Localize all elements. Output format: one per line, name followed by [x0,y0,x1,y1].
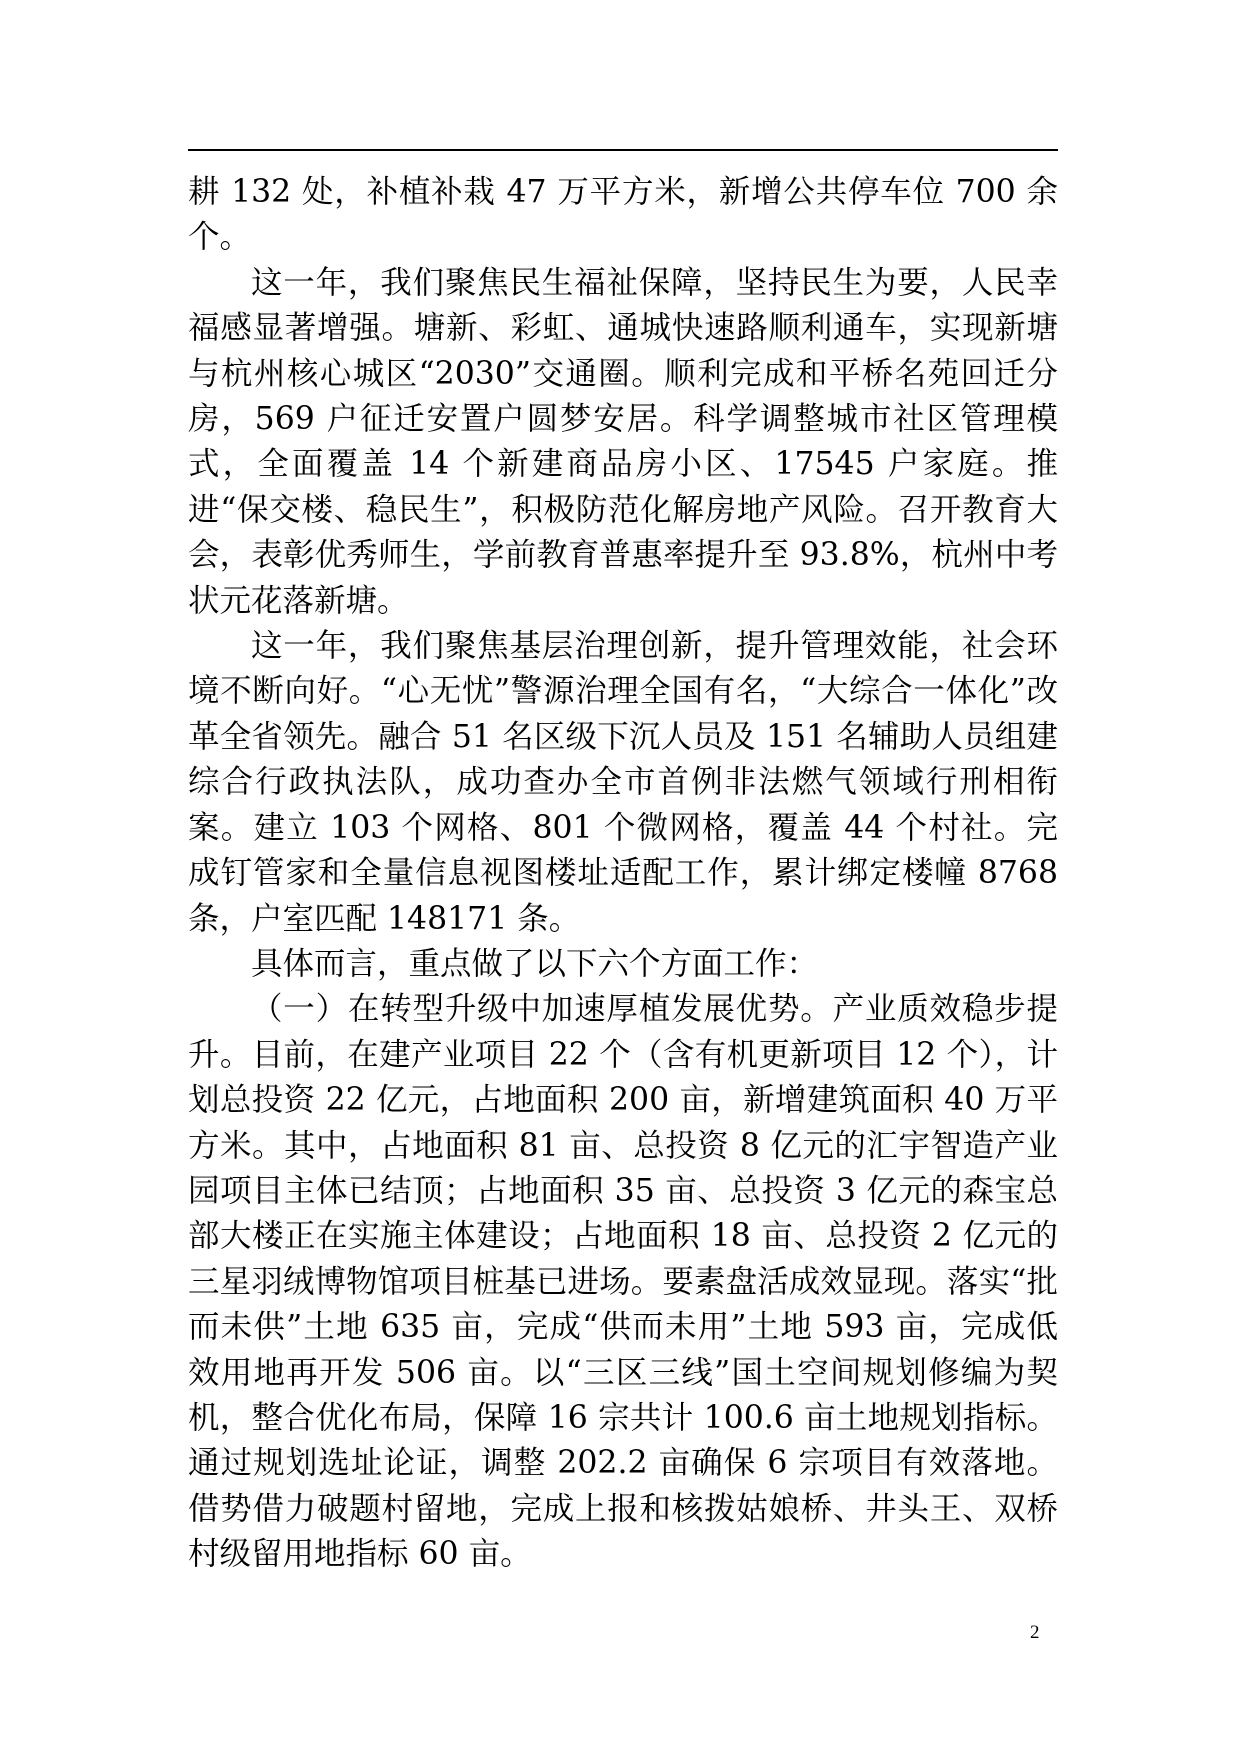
paragraph-2: 这一年，我们聚焦民生福祉保障，坚持民生为要，人民幸福感显著增强。塘新、彩虹、通城快速路顺利通车，实现新塘与杭州核心城区“2030”交通圈。顺利完成和平桥名苑回迁分房，569 户征迁安置户圆梦安居。科学调整城市社区管理模式，全面覆盖 14 个新建商品房小区、17545 户家庭。推进“保交楼、稳民生”，积极防范化解房地产风险。召开教育大会，表彰优秀师生，学前教育普惠率提升至 93.8%，杭州中考状元花落新塘。 [188,264,1058,619]
paragraph-1: 耕 132 处，补植补栽 47 万平方米，新增公共停车位 700 余个。 [188,174,1058,256]
paragraph-3: 这一年，我们聚焦基层治理创新，提升管理效能，社会环境不断向好。“心无忧”警源治理全国有名，“大综合一体化”改革全省领先。融合 51 名区级下沉人员及 151 名辅助人员组建综合行政执法队，成功查办全市首例非法燃气领域行刑相衔案。建立 103 个网格、801 个微网格，覆盖 44 个村社。完成钉管家和全量信息视图楼址适配工作，累计绑定楼幢 8768 条，户室匹配 148171 条。 [188,628,1058,937]
body-text [188,170,1058,1578]
paragraph-4: 具体而言，重点做了以下六个方面工作： [251,945,819,982]
page-number: 2 [1030,1622,1040,1643]
paragraph-5: （一）在转型升级中加速厚植发展优势。产业质效稳步提升。目前，在建产业项目 22 个（含有机更新项目 12 个），计划总投资 22 亿元，占地面积 200 亩，新增建筑面积 40 万平方米。其中，占地面积 81 亩、总投资 8 亿元的汇宇智造产业园项目主体已结顶；占地面积 35 亩、总投资 3 亿元的森宝总部大楼正在实施主体建设；占地面积 18 亩、总投资 2 亿元的三星羽绒博物馆项目桩基已进场。要素盘活成效显现。落实“批而未供”土地 635 亩，完成“供而未用”土地 593 亩，完成低效用地再开发 506 亩。以“三区三线”国土空间规划修编为契机，整合优化布局，保障 16 宗共计 100.6 亩土地规划指标。通过规划选址论证，调整 202.2 亩确保 6 宗项目有效落地。借势借力破题村留地，完成上报和核拨姑娘桥、井头王、双桥村级留用地指标 60 亩。 [188,991,1058,1573]
header-rule [188,149,1058,151]
